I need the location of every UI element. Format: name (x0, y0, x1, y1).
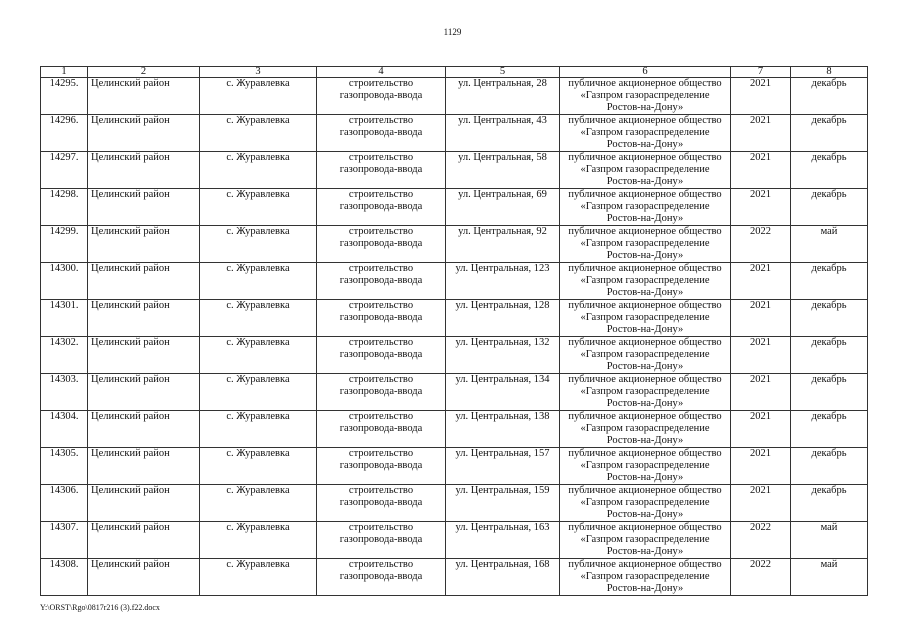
row-number-cell: 14305. (41, 448, 88, 485)
year-cell: 2021 (731, 115, 791, 152)
district-cell: Целинский район (88, 522, 200, 559)
organization-cell: публичное акционерное общество «Газпром газораспределение Ростов-на-Дону» (560, 485, 731, 522)
work-type-cell: строительство газопровода-ввода (317, 300, 446, 337)
locality-cell: с. Журавлевка (200, 115, 317, 152)
locality-cell: с. Журавлевка (200, 337, 317, 374)
header-cell: 7 (731, 67, 791, 78)
locality-cell: с. Журавлевка (200, 485, 317, 522)
row-number-cell: 14298. (41, 189, 88, 226)
work-type-cell: строительство газопровода-ввода (317, 337, 446, 374)
row-number-cell: 14295. (41, 78, 88, 115)
organization-cell: публичное акционерное общество «Газпром газораспределение Ростов-на-Дону» (560, 115, 731, 152)
year-cell: 2021 (731, 189, 791, 226)
address-cell: ул. Центральная, 128 (446, 300, 560, 337)
work-type-cell: строительство газопровода-ввода (317, 115, 446, 152)
month-cell: май (791, 226, 868, 263)
month-cell: декабрь (791, 78, 868, 115)
table-row (41, 300, 868, 337)
organization-cell: публичное акционерное общество «Газпром газораспределение Ростов-на-Дону» (560, 226, 731, 263)
registry-table (40, 66, 868, 596)
page-number: 1129 (443, 27, 462, 37)
locality-cell: с. Журавлевка (200, 411, 317, 448)
work-type-cell: строительство газопровода-ввода (317, 78, 446, 115)
year-cell: 2022 (731, 522, 791, 559)
header-cell: 8 (791, 67, 868, 78)
address-cell: ул. Центральная, 163 (446, 522, 560, 559)
locality-cell: с. Журавлевка (200, 263, 317, 300)
year-cell: 2021 (731, 300, 791, 337)
table-row (41, 78, 868, 115)
row-number-cell: 14308. (41, 559, 88, 596)
locality-cell: с. Журавлевка (200, 559, 317, 596)
table-row (41, 189, 868, 226)
row-number-cell: 14303. (41, 374, 88, 411)
table-row (41, 152, 868, 189)
month-cell: декабрь (791, 189, 868, 226)
year-cell: 2022 (731, 559, 791, 596)
month-cell: май (791, 522, 868, 559)
header-cell: 4 (317, 67, 446, 78)
year-cell: 2021 (731, 263, 791, 300)
address-cell: ул. Центральная, 159 (446, 485, 560, 522)
district-cell: Целинский район (88, 448, 200, 485)
table-body (41, 78, 868, 596)
district-cell: Целинский район (88, 263, 200, 300)
organization-cell: публичное акционерное общество «Газпром газораспределение Ростов-на-Дону» (560, 78, 731, 115)
work-type-cell: строительство газопровода-ввода (317, 226, 446, 263)
locality-cell: с. Журавлевка (200, 78, 317, 115)
organization-cell: публичное акционерное общество «Газпром газораспределение Ростов-на-Дону» (560, 522, 731, 559)
month-cell: декабрь (791, 300, 868, 337)
organization-cell: публичное акционерное общество «Газпром газораспределение Ростов-на-Дону» (560, 152, 731, 189)
year-cell: 2021 (731, 485, 791, 522)
locality-cell: с. Журавлевка (200, 152, 317, 189)
district-cell: Целинский район (88, 374, 200, 411)
table-row (41, 522, 868, 559)
district-cell: Целинский район (88, 189, 200, 226)
address-cell: ул. Центральная, 132 (446, 337, 560, 374)
year-cell: 2021 (731, 78, 791, 115)
locality-cell: с. Журавлевка (200, 522, 317, 559)
district-cell: Целинский район (88, 226, 200, 263)
row-number-cell: 14296. (41, 115, 88, 152)
file-path-footer: Y:\ORST\Rgo\0817r216 (3).f22.docx (40, 603, 160, 612)
row-number-cell: 14306. (41, 485, 88, 522)
locality-cell: с. Журавлевка (200, 189, 317, 226)
month-cell: декабрь (791, 374, 868, 411)
row-number-cell: 14301. (41, 300, 88, 337)
district-cell: Целинский район (88, 300, 200, 337)
address-cell: ул. Центральная, 58 (446, 152, 560, 189)
locality-cell: с. Журавлевка (200, 300, 317, 337)
organization-cell: публичное акционерное общество «Газпром газораспределение Ростов-на-Дону» (560, 300, 731, 337)
header-cell: 5 (446, 67, 560, 78)
header-cell: 2 (88, 67, 200, 78)
organization-cell: публичное акционерное общество «Газпром газораспределение Ростов-на-Дону» (560, 263, 731, 300)
header-cell: 3 (200, 67, 317, 78)
work-type-cell: строительство газопровода-ввода (317, 374, 446, 411)
organization-cell: публичное акционерное общество «Газпром газораспределение Ростов-на-Дону» (560, 374, 731, 411)
year-cell: 2021 (731, 152, 791, 189)
row-number-cell: 14297. (41, 152, 88, 189)
month-cell: декабрь (791, 337, 868, 374)
organization-cell: публичное акционерное общество «Газпром газораспределение Ростов-на-Дону» (560, 411, 731, 448)
month-cell: декабрь (791, 485, 868, 522)
year-cell: 2021 (731, 337, 791, 374)
locality-cell: с. Журавлевка (200, 448, 317, 485)
address-cell: ул. Центральная, 92 (446, 226, 560, 263)
month-cell: декабрь (791, 115, 868, 152)
district-cell: Целинский район (88, 411, 200, 448)
table-header-row (41, 67, 868, 78)
row-number-cell: 14302. (41, 337, 88, 374)
address-cell: ул. Центральная, 69 (446, 189, 560, 226)
district-cell: Целинский район (88, 337, 200, 374)
year-cell: 2021 (731, 411, 791, 448)
header-cell: 1 (41, 67, 88, 78)
table-row (41, 337, 868, 374)
district-cell: Целинский район (88, 485, 200, 522)
year-cell: 2022 (731, 226, 791, 263)
locality-cell: с. Журавлевка (200, 226, 317, 263)
row-number-cell: 14307. (41, 522, 88, 559)
row-number-cell: 14304. (41, 411, 88, 448)
month-cell: декабрь (791, 152, 868, 189)
district-cell: Целинский район (88, 115, 200, 152)
work-type-cell: строительство газопровода-ввода (317, 152, 446, 189)
work-type-cell: строительство газопровода-ввода (317, 411, 446, 448)
table-row (41, 263, 868, 300)
month-cell: декабрь (791, 411, 868, 448)
table-row (41, 226, 868, 263)
address-cell: ул. Центральная, 43 (446, 115, 560, 152)
table-row (41, 485, 868, 522)
district-cell: Целинский район (88, 78, 200, 115)
work-type-cell: строительство газопровода-ввода (317, 189, 446, 226)
work-type-cell: строительство газопровода-ввода (317, 559, 446, 596)
work-type-cell: строительство газопровода-ввода (317, 263, 446, 300)
row-number-cell: 14300. (41, 263, 88, 300)
organization-cell: публичное акционерное общество «Газпром газораспределение Ростов-на-Дону» (560, 337, 731, 374)
year-cell: 2021 (731, 374, 791, 411)
work-type-cell: строительство газопровода-ввода (317, 448, 446, 485)
organization-cell: публичное акционерное общество «Газпром газораспределение Ростов-на-Дону» (560, 559, 731, 596)
header-cell: 6 (560, 67, 731, 78)
work-type-cell: строительство газопровода-ввода (317, 485, 446, 522)
address-cell: ул. Центральная, 157 (446, 448, 560, 485)
month-cell: май (791, 559, 868, 596)
work-type-cell: строительство газопровода-ввода (317, 522, 446, 559)
table-row (41, 115, 868, 152)
address-cell: ул. Центральная, 123 (446, 263, 560, 300)
address-cell: ул. Центральная, 138 (446, 411, 560, 448)
table-row (41, 448, 868, 485)
address-cell: ул. Центральная, 28 (446, 78, 560, 115)
table-row (41, 411, 868, 448)
month-cell: декабрь (791, 263, 868, 300)
locality-cell: с. Журавлевка (200, 374, 317, 411)
month-cell: декабрь (791, 448, 868, 485)
district-cell: Целинский район (88, 559, 200, 596)
table-row (41, 559, 868, 596)
address-cell: ул. Центральная, 168 (446, 559, 560, 596)
address-cell: ул. Центральная, 134 (446, 374, 560, 411)
row-number-cell: 14299. (41, 226, 88, 263)
organization-cell: публичное акционерное общество «Газпром газораспределение Ростов-на-Дону» (560, 189, 731, 226)
district-cell: Целинский район (88, 152, 200, 189)
organization-cell: публичное акционерное общество «Газпром газораспределение Ростов-на-Дону» (560, 448, 731, 485)
year-cell: 2021 (731, 448, 791, 485)
table-row (41, 374, 868, 411)
